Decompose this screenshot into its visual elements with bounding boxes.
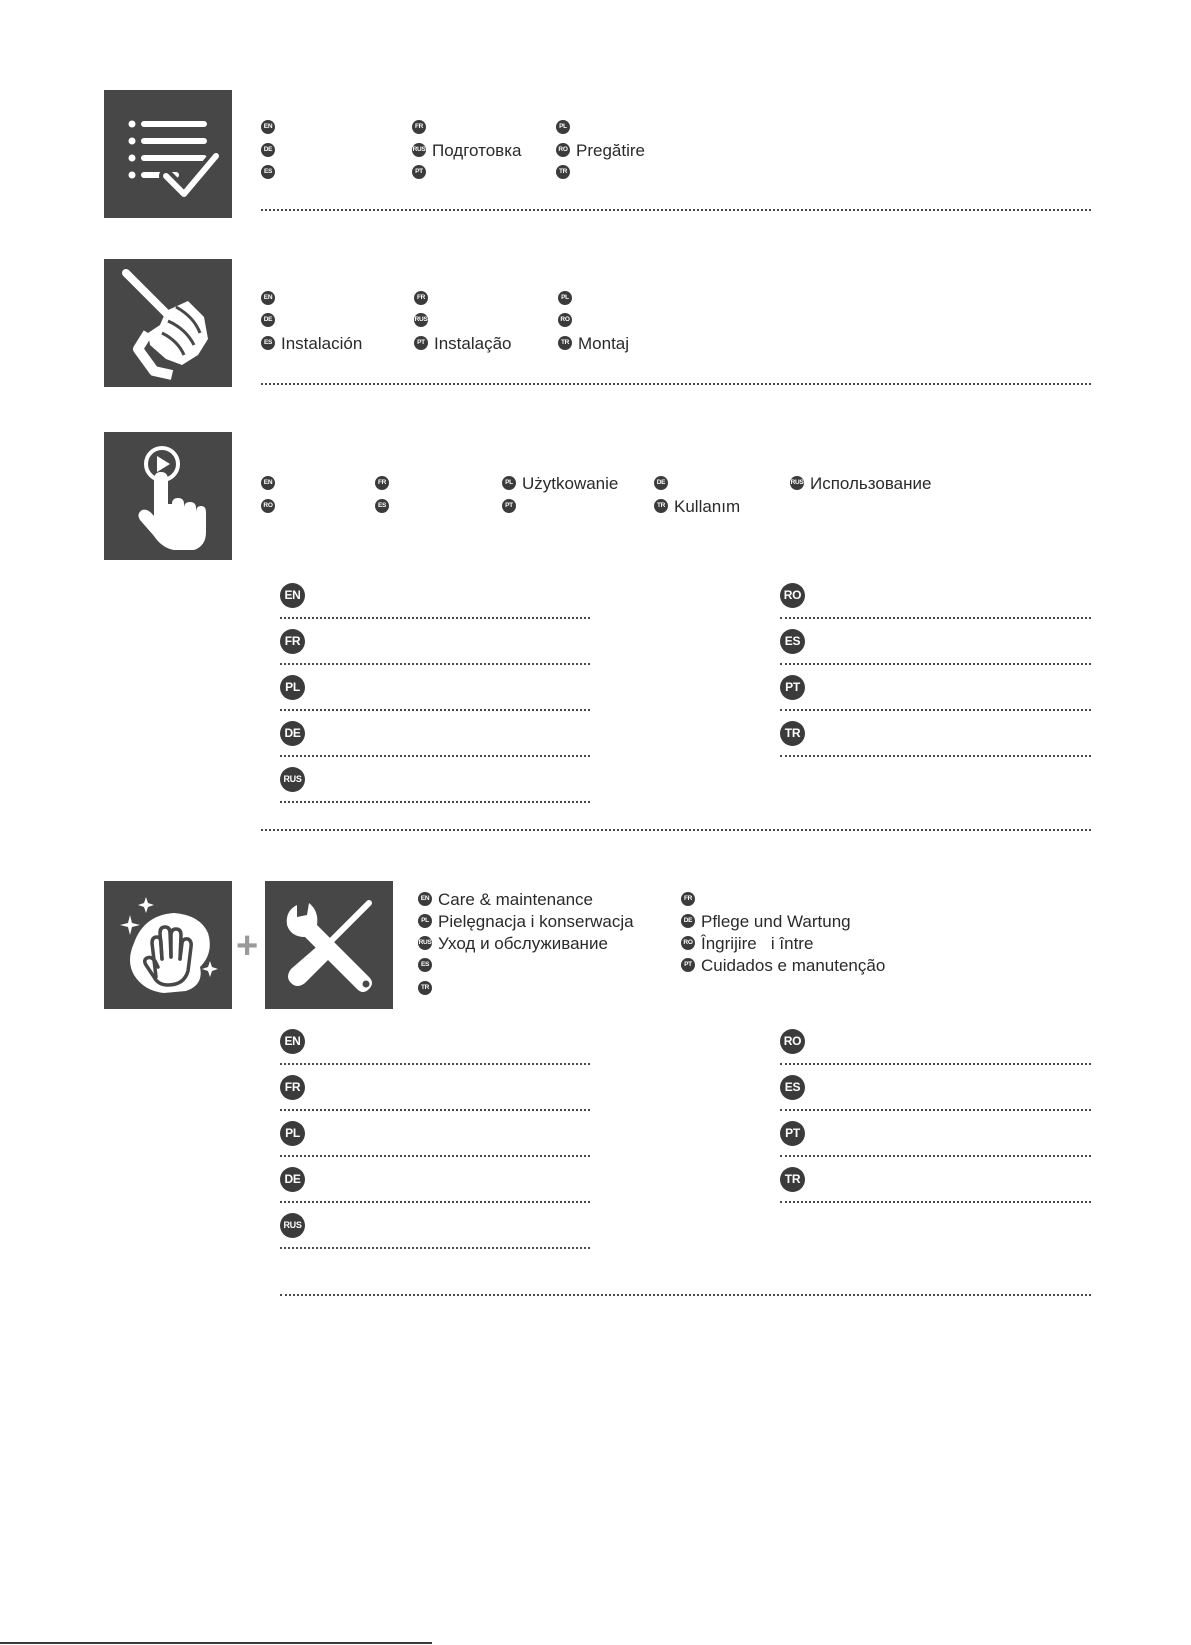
inst-ro: RO xyxy=(558,311,578,331)
use-fr: FR xyxy=(375,474,395,494)
screwdriver-hand-icon xyxy=(104,259,232,387)
care-pt: PT Cuidados e manutenção xyxy=(681,956,885,976)
bottom-edge-line xyxy=(0,1642,432,1644)
plus-sign: + xyxy=(236,925,259,967)
prep-de: DE xyxy=(261,141,281,161)
care-divider xyxy=(280,1294,1091,1296)
usage-divider xyxy=(261,829,1091,831)
prep-es: ES xyxy=(261,163,281,183)
use-tr: TR Kullanım xyxy=(654,497,740,517)
use-en: EN xyxy=(261,474,281,494)
checklist-icon xyxy=(104,90,232,218)
care-rus: RUS Уход и обслуживание xyxy=(418,934,608,953)
prep-fr: FR xyxy=(412,118,432,138)
prep-divider xyxy=(261,209,1091,211)
care-tr: TR xyxy=(418,979,438,999)
use-pt: PT xyxy=(502,497,522,517)
use-pl: PL Użytkowanie xyxy=(502,474,618,494)
inst-divider xyxy=(261,383,1091,385)
inst-rus: RUS xyxy=(414,311,434,331)
prep-tr: TR xyxy=(556,163,576,183)
inst-pl: PL xyxy=(558,289,578,309)
inst-es: ES Instalación xyxy=(261,334,362,354)
care-pl: PL Pielęgnacja i konserwacja xyxy=(418,912,634,932)
use-es: ES xyxy=(375,497,395,517)
inst-de: DE xyxy=(261,311,281,331)
prep-pl: PL xyxy=(556,118,576,138)
use-de: DE xyxy=(654,474,674,494)
prep-ro: RO Pregătire xyxy=(556,141,645,161)
use-rus: RUS Использование xyxy=(790,474,932,493)
care-de: DE Pflege und Wartung xyxy=(681,912,851,932)
cleaning-cloth-icon xyxy=(104,881,232,1009)
care-es: ES xyxy=(418,956,438,976)
usage-icon-box xyxy=(104,432,232,560)
touch-play-icon xyxy=(104,432,232,560)
installation-icon-box xyxy=(104,259,232,387)
prep-rus: RUS Подготовка xyxy=(412,141,522,160)
preparation-icon-box xyxy=(104,90,232,218)
inst-fr: FR xyxy=(414,289,434,309)
care-en: EN Care & maintenance xyxy=(418,890,593,910)
care-fr: FR xyxy=(681,890,701,910)
prep-en: EN xyxy=(261,118,281,138)
cleaning-icon-box xyxy=(104,881,232,1009)
inst-tr: TR Montaj xyxy=(558,334,629,354)
prep-pt: PT xyxy=(412,163,432,183)
use-ro: RO xyxy=(261,497,281,517)
care-ro: RO Îngrijire i între xyxy=(681,934,813,954)
tools-icon-box xyxy=(265,881,393,1009)
inst-pt: PT Instalação xyxy=(414,334,512,354)
wrench-screwdriver-icon xyxy=(265,881,393,1009)
inst-en: EN xyxy=(261,289,281,309)
